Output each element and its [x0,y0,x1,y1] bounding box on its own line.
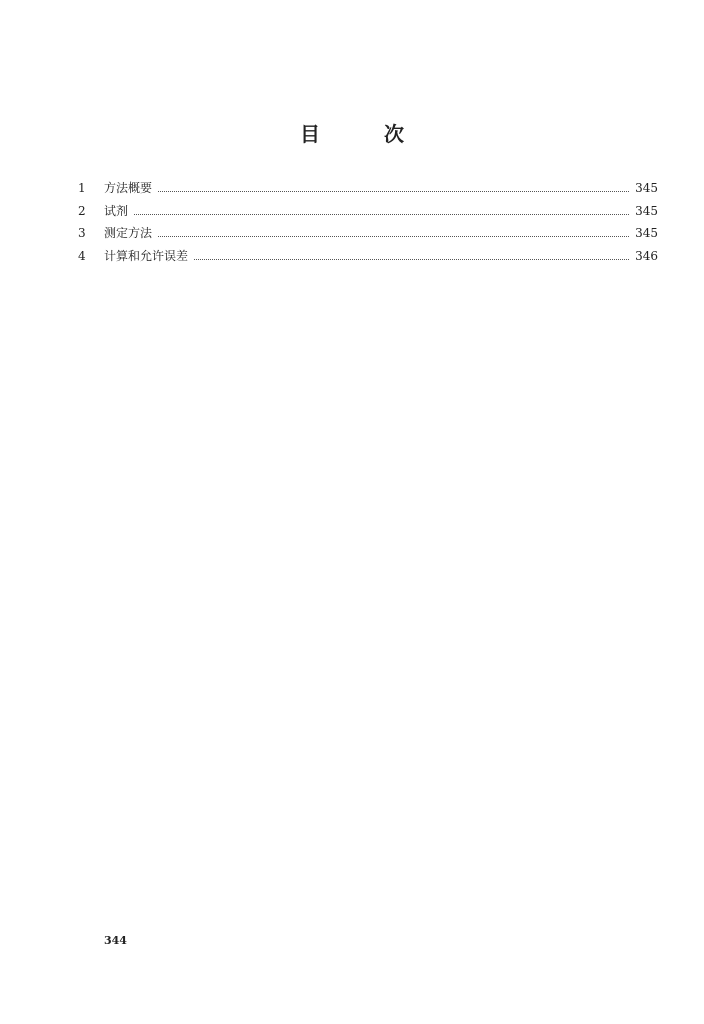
toc-entry-label: 测定方法 [104,226,153,240]
toc-entry[interactable] [78,222,658,245]
toc-dot-leader [158,190,629,192]
toc-entry-page: 345 [635,203,658,218]
toc-entry[interactable] [78,245,658,268]
toc-entry-number: 3 [78,226,86,240]
toc-dot-leader [134,213,629,215]
toc-entry-number: 2 [78,203,86,218]
table-of-contents [78,177,658,267]
toc-entry-label: 试剂 [104,203,129,218]
toc-entry-label: 方法概要 [104,181,153,195]
title-char-2: 次 [384,122,404,146]
title-char-1: 目 [300,122,320,146]
toc-entry-number: 1 [78,181,86,195]
page-title [0,118,704,147]
toc-entry-page: 345 [635,226,658,240]
toc-entry[interactable] [78,177,658,200]
toc-dot-leader [194,258,629,260]
toc-entry-number: 4 [78,248,86,263]
toc-entry-page: 346 [635,248,658,263]
page-number: 344 [104,934,127,947]
toc-entry[interactable] [78,200,658,223]
toc-entry-page: 345 [635,181,658,195]
toc-entry-label: 计算和允许误差 [104,248,189,263]
toc-dot-leader [158,235,629,237]
